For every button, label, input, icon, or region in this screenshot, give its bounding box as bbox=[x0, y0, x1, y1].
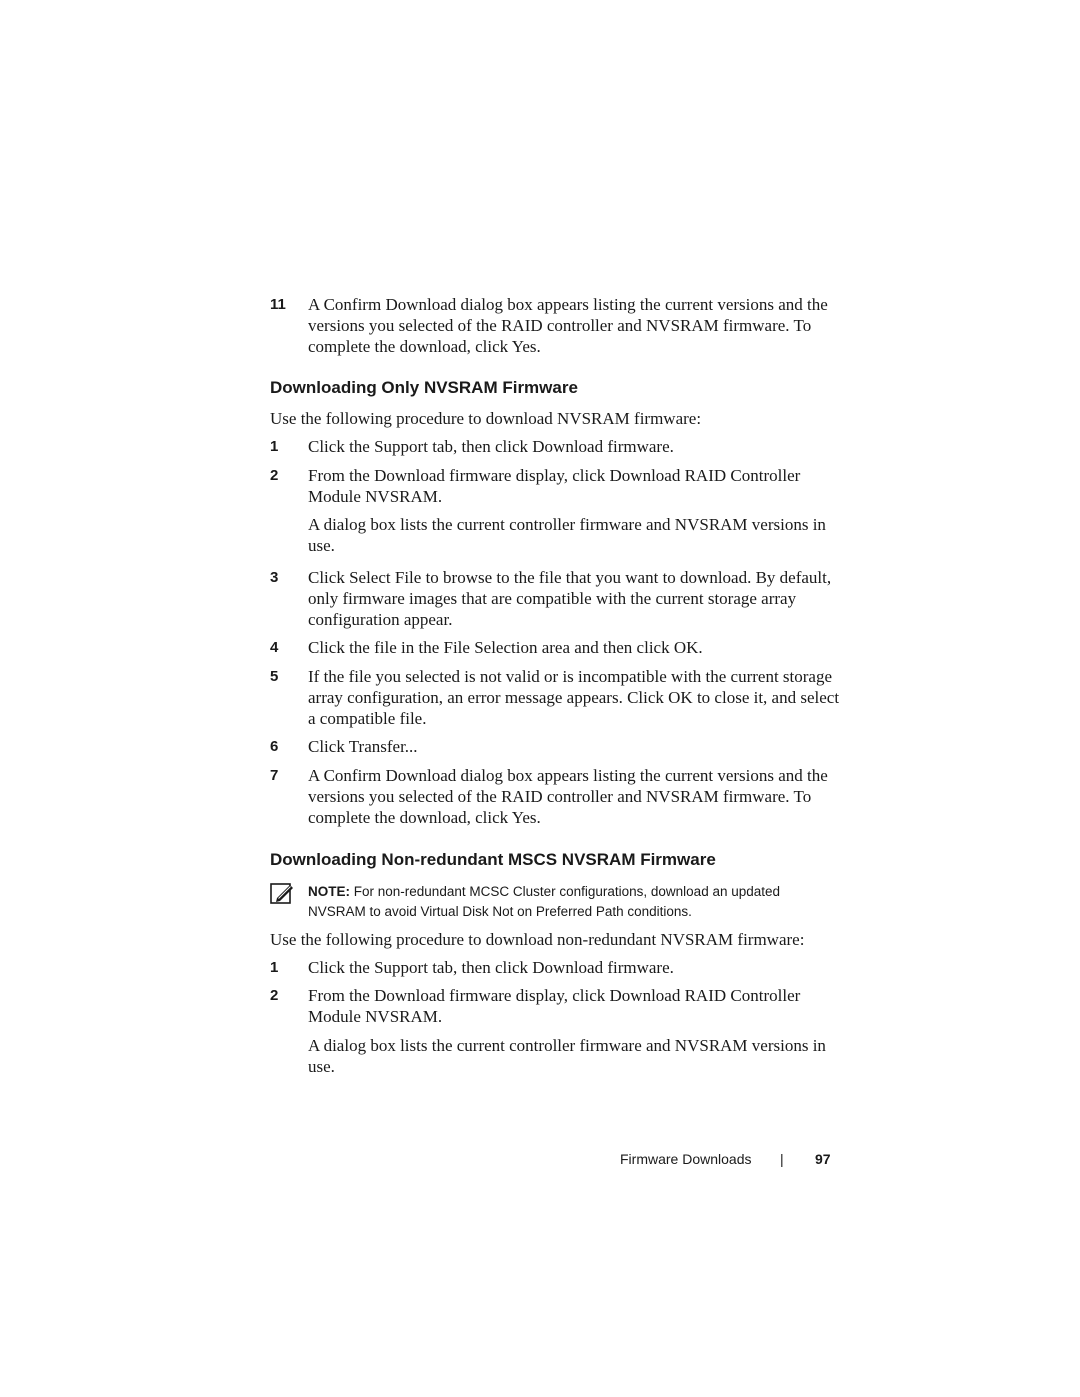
step-number: 5 bbox=[270, 668, 279, 685]
note-text: For non-redundant MCSC Cluster configurations, download an updated NVSRAM to avoid Virtual Disk Not on Preferred Path conditions. bbox=[308, 884, 781, 919]
step-number: 2 bbox=[270, 987, 279, 1004]
list-item bbox=[270, 666, 840, 729]
step-text: Click the Support tab, then click Download firmware. bbox=[308, 958, 674, 977]
note bbox=[270, 882, 840, 922]
step-text: Click the Support tab, then click Download firmware. bbox=[308, 437, 674, 456]
step-number: 1 bbox=[270, 438, 279, 455]
step-number: 11 bbox=[270, 296, 286, 313]
step-text: From the Download firmware display, click Download RAID Controller Module NVSRAM. bbox=[308, 986, 801, 1026]
footer-chapter: Firmware Downloads bbox=[620, 1151, 752, 1167]
note-pencil-icon bbox=[270, 882, 308, 922]
section-intro: Use the following procedure to download non-redundant NVSRAM firmware: bbox=[270, 930, 805, 949]
footer-separator: | bbox=[780, 1151, 784, 1167]
step-text: Click Transfer... bbox=[308, 737, 418, 756]
list-item bbox=[270, 567, 840, 630]
step-number: 1 bbox=[270, 959, 279, 976]
section-heading: Downloading Non-redundant MSCS NVSRAM Firmware bbox=[270, 850, 716, 869]
note-label: NOTE: bbox=[308, 884, 350, 899]
step-text: A Confirm Download dialog box appears listing the current versions and the versions you selected of the RAID controller and NVSRAM firmware. To complete the download, click Yes. bbox=[308, 766, 828, 827]
list-item bbox=[270, 465, 840, 507]
step-number: 7 bbox=[270, 767, 279, 784]
list-item bbox=[270, 765, 840, 828]
page-number: 97 bbox=[815, 1151, 831, 1167]
step-text: From the Download firmware display, click Download RAID Controller Module NVSRAM. bbox=[308, 466, 801, 506]
step-number: 2 bbox=[270, 467, 279, 484]
list-item bbox=[270, 957, 840, 978]
section-intro: Use the following procedure to download NVSRAM firmware: bbox=[270, 409, 702, 428]
list-item bbox=[270, 985, 840, 1027]
section-heading: Downloading Only NVSRAM Firmware bbox=[270, 378, 578, 397]
step-number: 6 bbox=[270, 738, 279, 755]
step-text: If the file you selected is not valid or is incompatible with the current storage array configuration, an error message appears. Click OK to close it, and select a compatible file. bbox=[308, 667, 840, 728]
step-detail: A dialog box lists the current controller firmware and NVSRAM versions in use. bbox=[308, 1036, 826, 1076]
list-item bbox=[270, 294, 840, 357]
step-detail: A dialog box lists the current controller firmware and NVSRAM versions in use. bbox=[308, 515, 826, 555]
step-text: Click Select File to browse to the file that you want to download. By default, only firmware images that are compatible with the current storage array configuration appear. bbox=[308, 568, 832, 629]
list-item bbox=[270, 736, 840, 757]
list-item bbox=[270, 436, 840, 457]
step-number: 3 bbox=[270, 569, 279, 586]
step-number: 4 bbox=[270, 639, 279, 656]
step-text: A Confirm Download dialog box appears listing the current versions and the versions you selected of the RAID controller and NVSRAM firmware. To complete the download, click Yes. bbox=[308, 295, 828, 356]
list-item bbox=[270, 637, 840, 658]
step-text: Click the file in the File Selection area and then click OK. bbox=[308, 638, 703, 657]
